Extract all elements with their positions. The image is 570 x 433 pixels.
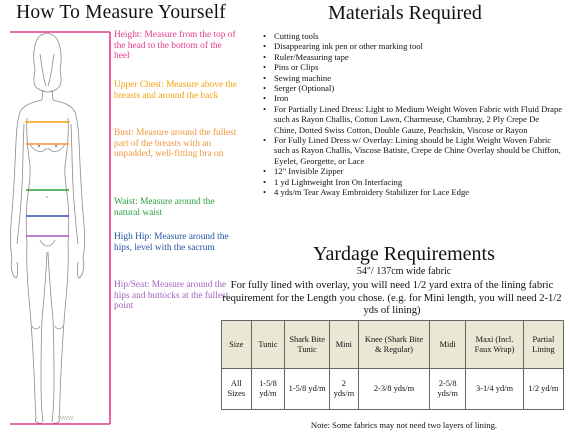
yardage-title: Yardage Requirements [313,243,495,265]
list-item: • For Partially Lined Dress: Light to Medium Weight Woven Fabric with Fluid Drape such as Rayon Challis, Cotton Lawn, Charmeuse, Chambray, 2 Ply Crepe De Chine, Dotted Swiss Cotton, Double Gauze, Peachskin, Viscose or Rayon [261,104,563,135]
table-cell: All Sizes [222,369,252,410]
table-header-row [222,321,564,369]
list-item: • Pins or Clips [261,62,563,72]
waist-instruction: Waist: Measure around the natural waist [114,197,215,218]
list-item: • 12" Invisible Zipper [261,166,563,176]
lining-note: For fully lined with overlay, you will need 1/2 yard extra of the lining fabric requirement for the Length you chose. (e.g. for Mini length, you will need 2-1/2 yds of lining) [222,280,562,317]
column-header: Size [222,321,252,369]
column-header: Maxi (Incl. Faux Wrap) [466,321,524,369]
materials-title: Materials Required [328,2,482,24]
hip-seat-instruction: Hip/Seat: Measure around the hips and buttocks at the fullest point [114,280,229,312]
measure-title: How To Measure Yourself [16,2,226,23]
column-header: Shark Bite Tunic [285,321,330,369]
list-item: • For Fully Lined Dress w/ Overlay: Lining should be Light Weight Woven Fabric such as Rayon Challis, Viscose Batiste, Crepe de Chine Overlay should be Chiffon, Eyelet, Georgette, or Lace [261,135,563,166]
list-item: • 4 yds/m Tear Away Embroidery Stabilizer for Lace Edge [261,187,563,197]
list-item: • Disappearing ink pen or other marking tool [261,41,563,51]
body-figure-illustration [0,26,112,430]
table-cell: 1-5/8 yd/m [285,369,330,410]
materials-list [261,31,563,198]
list-item: • Iron [261,93,563,103]
table-cell: 2 yds/m [329,369,358,410]
list-item: • Sewing machine [261,73,563,83]
table-row [222,369,564,410]
table-cell: 2-3/8 yds/m [358,369,429,410]
list-item: • Ruler/Measuring tape [261,52,563,62]
table-cell: 1-5/8 yd/m [251,369,285,410]
fabric-width: 54"/ 137cm wide fabric [356,266,452,277]
column-header: Mini [329,321,358,369]
bust-instruction: Bust: Measure around the fullest part of the breasts with an unpadded, well-fitting bra on [114,128,237,160]
table-cell: 3-1/4 yd/m [466,369,524,410]
column-header: Knee (Shark Bite & Regular) [358,321,429,369]
height-instruction: Height: Measure from the top of the head to the bottom of the heel [114,30,236,62]
upper-chest-instruction: Upper Chest: Measure above the breasts and around the back [114,80,237,101]
high-hip-instruction: High Hip: Measure around the hips, level with the sacrum [114,232,229,253]
table-cell: 2-5/8 yds/m [430,369,466,410]
column-header: Midi [430,321,466,369]
column-header: Partial Lining [523,321,563,369]
table-cell: 1/2 yd/m [523,369,563,410]
list-item: • Serger (Optional) [261,83,563,93]
footnote: Note: Some fabrics may not need two layers of lining. [310,420,498,430]
list-item: • Cutting tools [261,31,563,41]
column-header: Tunic [251,321,285,369]
watermark-text: www. [58,415,75,422]
yardage-table [221,320,564,410]
list-item: • 1 yd Lightweight Iron On Interfacing [261,177,563,187]
